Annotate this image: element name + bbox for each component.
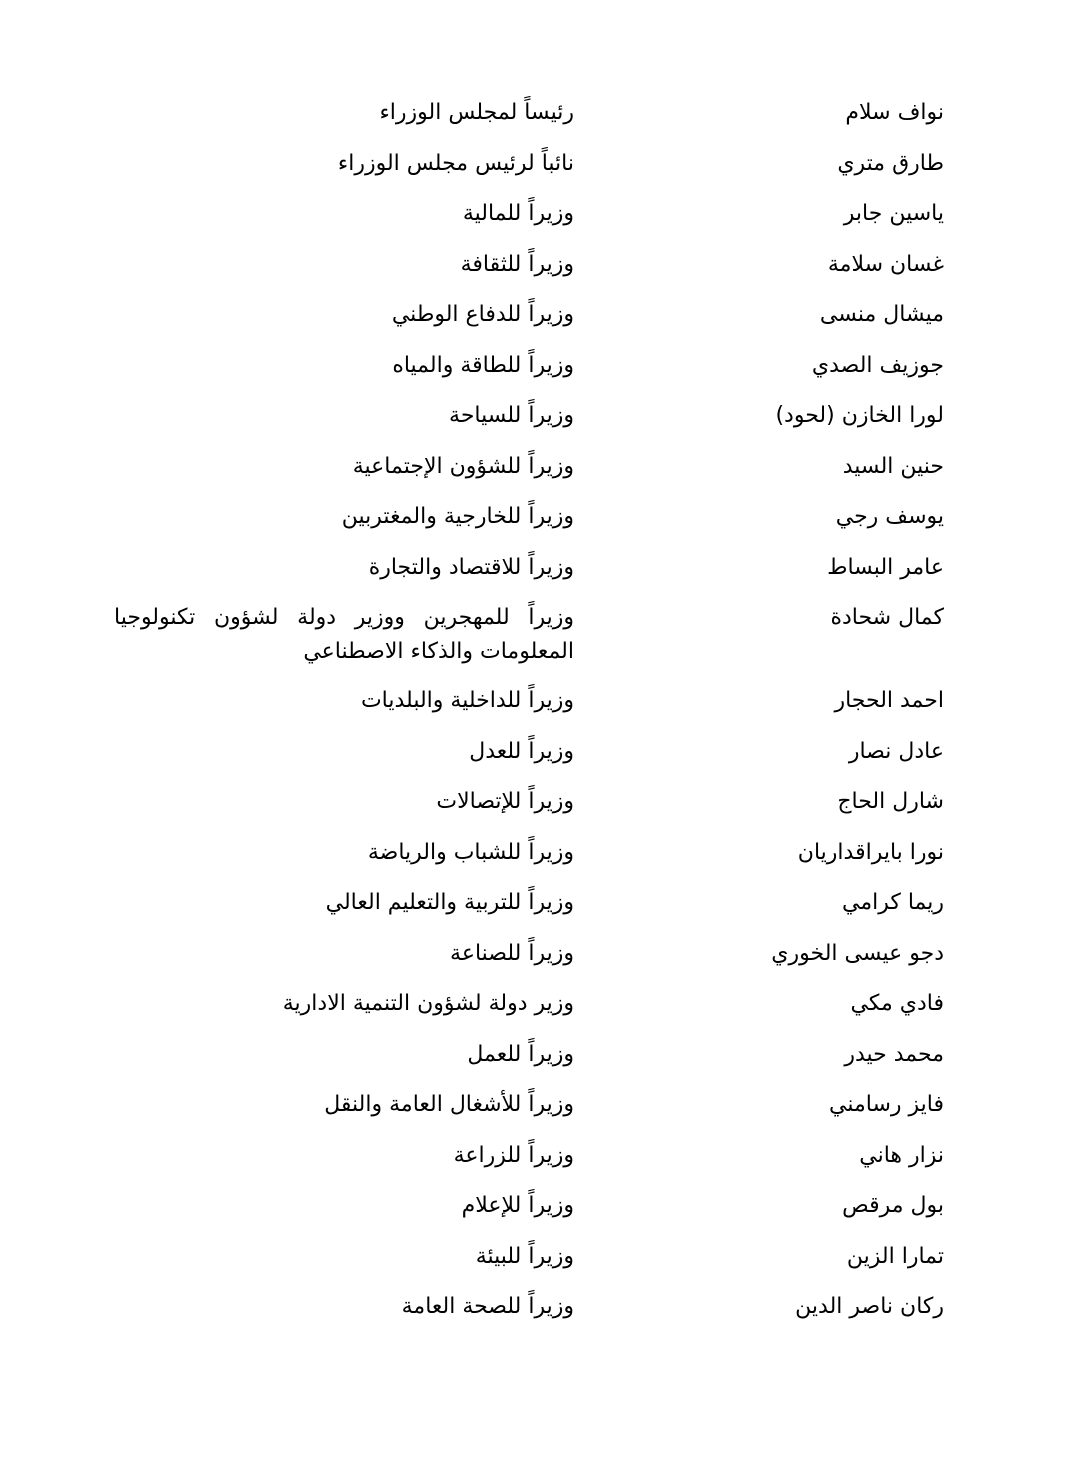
minister-role: وزيراً للسياحة — [449, 403, 574, 428]
minister-role: وزيراً للمالية — [462, 201, 574, 226]
minister-name: شارل الحاج — [837, 789, 944, 814]
minister-name: حنين السيد — [842, 453, 944, 479]
minister-role: وزيراً للاقتصاد والتجارة — [368, 554, 574, 580]
minister-role: نائباً لرئيس مجلس الوزراء — [337, 150, 574, 176]
minister-role: وزيراً للمهجرين ووزير دولة لشؤون تكنولوجيا المعلومات والذكاء الاصطناعي — [114, 605, 574, 664]
minister-role: وزيراً للشؤون الإجتماعية — [352, 453, 574, 479]
minister-name: محمد حيدر — [844, 1041, 944, 1067]
minister-role: وزيراً للصناعة — [450, 940, 574, 966]
minister-name: ميشال منسى — [819, 302, 944, 327]
minister-role: وزير دولة لشؤون التنمية الادارية — [282, 991, 574, 1016]
minister-row — [0, 1038, 1080, 1089]
minister-role: وزيراً للإتصالات — [436, 789, 574, 814]
minister-name: طارق متري — [837, 150, 944, 176]
minister-row — [0, 147, 1080, 198]
minister-name: عامر البساط — [827, 554, 944, 580]
minister-row — [0, 551, 1080, 602]
minister-name: عادل نصار — [848, 738, 944, 764]
minister-row — [0, 684, 1080, 735]
minister-role: وزيراً للدفاع الوطني — [391, 302, 574, 327]
minister-name: فايز رسامني — [829, 1092, 944, 1117]
minister-name: ريما كرامي — [841, 890, 944, 915]
minister-row — [0, 1088, 1080, 1139]
minister-name: لورا الخازن (لحود) — [775, 403, 944, 428]
minister-row — [0, 785, 1080, 836]
minister-name: ياسين جابر — [843, 201, 944, 226]
minister-role: وزيراً للداخلية والبلديات — [360, 688, 574, 713]
minister-row — [0, 96, 1080, 147]
minister-row — [0, 500, 1080, 551]
minister-role: وزيراً للعدل — [469, 738, 574, 764]
minister-row — [0, 197, 1080, 248]
minister-name: بول مرقص — [842, 1193, 944, 1218]
minister-row — [0, 1290, 1080, 1341]
minister-row — [0, 399, 1080, 450]
minister-name: احمد الحجار — [834, 688, 944, 713]
minister-row — [0, 836, 1080, 887]
minister-row — [0, 601, 1080, 684]
minister-name: كمال شحادة — [830, 605, 944, 630]
minister-row — [0, 1240, 1080, 1291]
minister-name: جوزيف الصدي — [811, 352, 944, 378]
minister-name: ركان ناصر الدين — [795, 1294, 944, 1319]
minister-row — [0, 735, 1080, 786]
minister-name: نزار هاني — [859, 1142, 944, 1168]
minister-row — [0, 349, 1080, 400]
minister-role: وزيراً للأشغال العامة والنقل — [324, 1092, 574, 1117]
minister-role: رئيساً لمجلس الوزراء — [379, 100, 574, 125]
minister-row — [0, 1139, 1080, 1190]
minister-name: يوسف رجي — [835, 504, 944, 529]
minister-role: وزيراً للعمل — [467, 1041, 574, 1067]
minister-name: فادي مكي — [850, 991, 944, 1016]
ministers-list — [0, 96, 1080, 1341]
minister-role: وزيراً للخارجية والمغتربين — [341, 504, 574, 529]
minister-role: وزيراً للبيئة — [475, 1243, 574, 1269]
minister-row — [0, 298, 1080, 349]
minister-role: وزيراً للتربية والتعليم العالي — [325, 890, 574, 915]
minister-name: غسان سلامة — [827, 251, 944, 277]
minister-row — [0, 450, 1080, 501]
minister-name: دجو عيسى الخوري — [771, 940, 944, 966]
minister-row — [0, 1189, 1080, 1240]
minister-role: وزيراً للطاقة والمياه — [392, 352, 574, 378]
minister-role: وزيراً للصحة العامة — [401, 1294, 574, 1319]
minister-row — [0, 886, 1080, 937]
minister-name: نواف سلام — [845, 100, 944, 125]
minister-name: تمارا الزين — [846, 1243, 944, 1269]
minister-role: وزيراً للإعلام — [461, 1193, 574, 1218]
minister-row — [0, 937, 1080, 988]
minister-row — [0, 248, 1080, 299]
minister-role: وزيراً للزراعة — [453, 1142, 574, 1168]
minister-role: وزيراً للشباب والرياضة — [367, 839, 574, 865]
minister-row — [0, 987, 1080, 1038]
minister-role: وزيراً للثقافة — [460, 251, 574, 277]
minister-name: نورا بايراقداريان — [797, 839, 944, 865]
